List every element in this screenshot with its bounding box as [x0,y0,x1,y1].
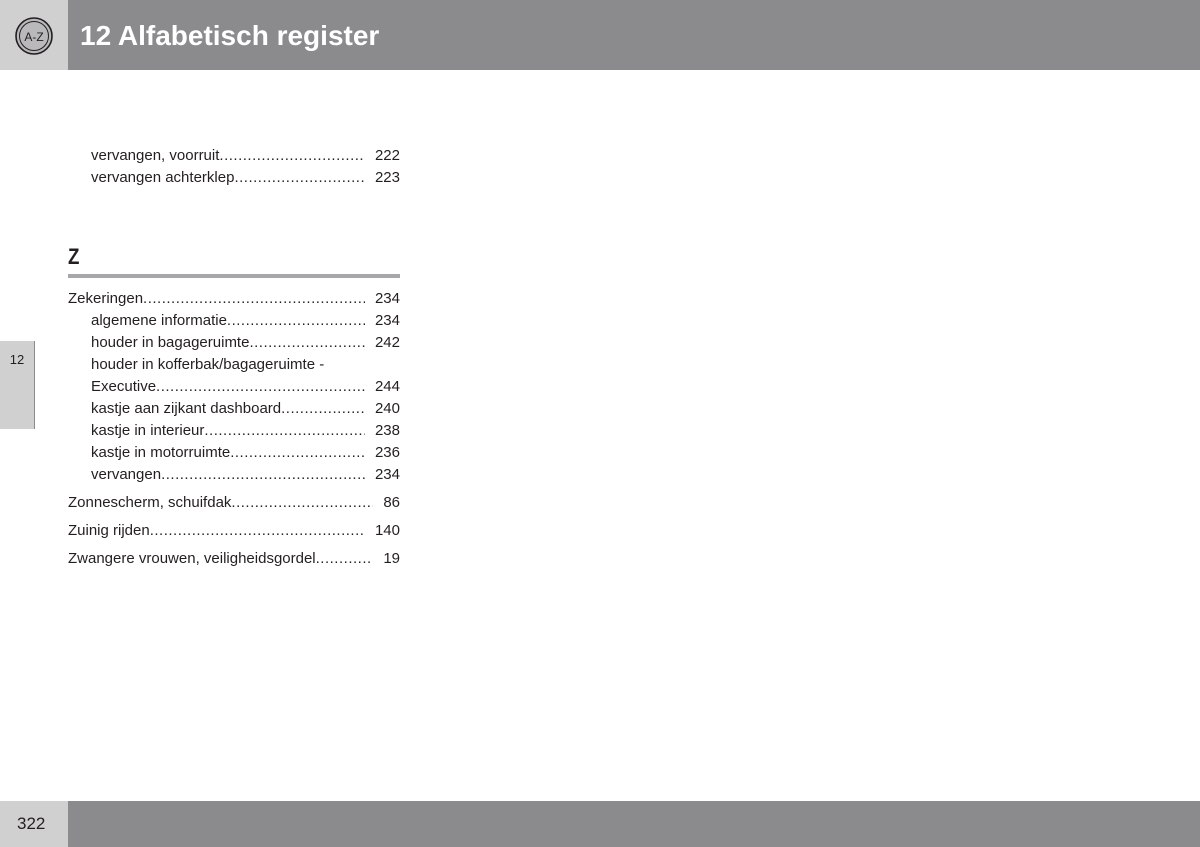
footer-bar [68,801,1200,847]
entry-page: 240 [374,400,400,417]
entry-text: houder in kofferbak/bagageruimte - [91,356,325,373]
entry-page: 236 [374,444,400,461]
index-entry [68,354,400,376]
svg-text:A-Z: A-Z [24,30,44,44]
entry-text: Executive [91,378,157,395]
entry-text: kastje in interieur [91,422,205,439]
entry-text: vervangen, voorruit [91,147,220,164]
dot-leader [143,288,365,310]
entry-page: 86 [383,494,400,511]
dot-leader [230,442,365,464]
entry-page: 242 [374,334,400,351]
entry-text: houder in bagageruimte [91,334,250,351]
dot-leader [316,548,374,570]
entry-text: kastje aan zijkant dashboard [91,400,282,417]
index-entry [68,167,400,189]
index-entry [68,420,400,442]
entry-page: 244 [374,378,400,395]
section-divider [68,274,400,278]
index-entry [68,310,400,332]
index-entry [68,464,400,486]
entry-page: 19 [383,550,400,567]
dot-leader [227,310,365,332]
entry-text: Zwangere vrouwen, veiligheidsgordel [68,550,316,567]
dot-leader [234,167,365,189]
dot-leader [219,145,365,167]
index-entry [68,520,400,542]
dot-leader [281,398,365,420]
entry-page: 238 [374,422,400,439]
a-z-index-icon [14,16,54,56]
dot-leader [161,464,365,486]
entry-text: Zonnescherm, schuifdak [68,494,232,511]
dot-leader [249,332,365,354]
index-entry [68,332,400,354]
section-letter: Z [68,244,80,269]
dot-leader [204,420,365,442]
entry-text: algemene informatie [91,312,227,329]
index-entry [68,398,400,420]
entry-text: Zekeringen [68,290,144,307]
page-title: 12 Alfabetisch register [80,20,380,51]
index-column [68,145,400,570]
chapter-tab [0,341,35,429]
chapter-tab-label: 12 [9,352,25,367]
index-entry [68,145,400,167]
index-entry [68,376,400,398]
dot-leader [156,376,365,398]
index-entry [68,288,400,310]
dot-leader [150,520,365,542]
entry-text: vervangen achterklep [91,169,235,186]
dot-leader [231,492,373,514]
entry-page: 234 [374,312,400,329]
entry-text: kastje in motorruimte [91,444,231,461]
entry-text: Zuinig rijden [68,522,150,539]
index-entry [68,442,400,464]
index-entry [68,548,400,570]
entry-page: 234 [374,290,400,307]
header-icon-box [0,0,68,70]
entry-page: 234 [374,466,400,483]
entry-page: 140 [374,522,400,539]
entry-text: vervangen [91,466,162,483]
entry-page: 223 [374,169,400,186]
entry-page: 222 [374,147,400,164]
page-number: 322 [17,814,46,833]
index-entry [68,492,400,514]
